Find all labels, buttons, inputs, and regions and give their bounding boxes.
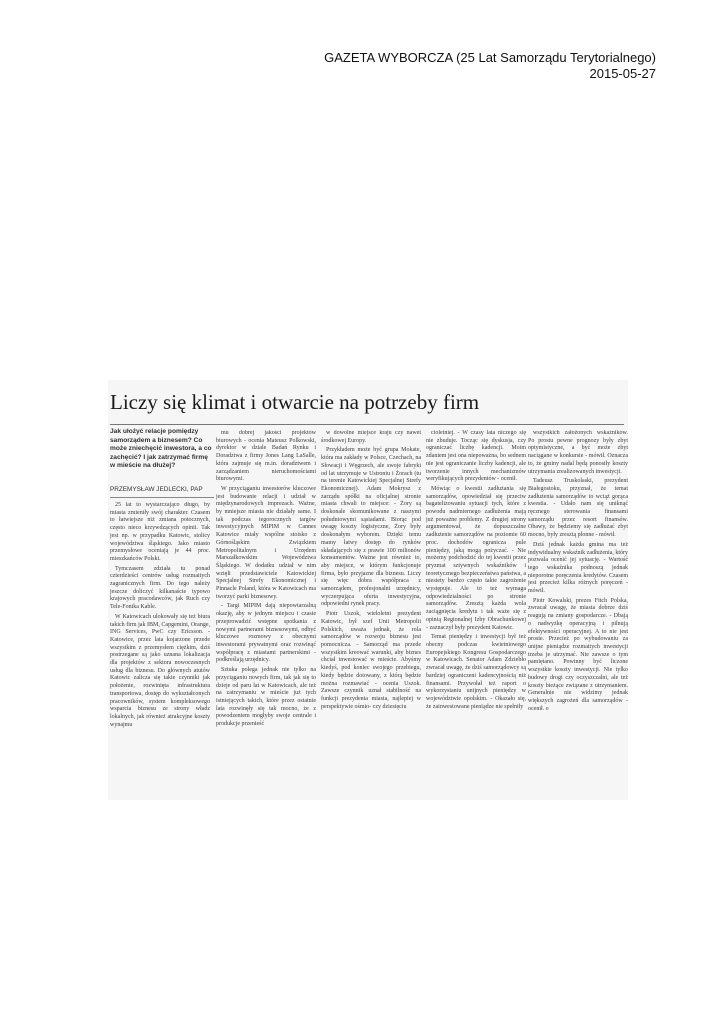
article-column-5: [528, 430, 628, 792]
column-paragraph: Tymczasem zdziała tu ponad czterdzieści centrów usług rozmaitych zagranicznych firm. Do tego należy jeszcze doliczyć kilkanaście typowo krajowych pracodawców, jak Ruch czy Tele-Fonika Kable.: [110, 565, 210, 611]
column-paragraph: W Katowicach ulokowały się też biura takich firm jak IBM, Capgemini, Orange, ING Services, PwC czy Ericsson. - Katowice, przez lata kojarzone przede wszystkim z przemysłem ciężkim, dziś postrzegane są jako uznana lokalizacja dla projektów z sektora nowoczesnych usług dla biznesu. Do głównych atutów Katowic zalicza się takie czynniki jak położenie, rozwinięta infrastruktura transportowa, dostęp do wykształconych pracowników, system kompleksowego wsparcia biznesu ze strony władz lokalnych, jak również atrakcyjne koszty wynajmu: [110, 613, 210, 728]
article-lead: Jak ułożyć relacje pomiędzy samorządem a biznesem? Co może zniechęcić inwestora, a co zachęcić? I jak zatrzymać firmę w mieście na dłużej?: [110, 428, 212, 470]
column-paragraph: mu dobrej jakości projektów biurowych - ocenia Mateusz Polkowski, dyrektor w dziale Badań Rynku i Doradztwa z firmy Jones Lang LaSalle, która zajmuje się m.in. doradztwem i zarządzaniem nieruchomościami biurowymi.: [216, 430, 316, 483]
column-paragraph: 25 lat to wystarczająco długo, by miasta zmieniły swój charakter. Czasem to łatwiejsze niż zmiana potocznych, często nieco krzywdzących opinii. Tak jest np. w przypadku Katowic, stolicy województwa śląskiego. Jako miasto przemysłowe oceniają je 44 proc. mieszkańców Polski.: [110, 502, 210, 562]
column-paragraph: Piotr Uszok, wieloletni prezydent Katowic, był szef Unii Metropolii Polskich, uważa jednak, że rola samorządów w rozwoju biznesu jest pomocnicza. - Samorząd ma przede wszystkim kreować warunki, aby biznes chciał inwestować w mieście. Abyśmy kiedyś, pod koniec swojego przebiegu, kiedy będzie dotowany, z którą będzie można rozmawiać - ocenia Uszok. Zawsze czynnik uznał stabilność na funkcji prezydenta miasta, najlepiej w perspektywie ośmio- czy dziesięciu: [321, 611, 421, 710]
article-column-4: [426, 430, 526, 792]
publication-name: GAZETA WYBORCZA (25 Lat Samorządu Terytorialnego): [324, 50, 656, 65]
article-column-2: [216, 430, 316, 792]
column-paragraph: Mówiąc o kwestii zadłużania się samorządów, opowiedział się przeciw bagatelizowaniu sytuacji tych, które z powodu nadmiernego zadłużenia mają już poważne problemy. Z drugiej strony argumentował, że dopuszczalne zadłużenie samorządów na poziomie 60 proc. dochodów ogranicza pule pieniędzy, jaką mogą pożyczać. - Nie możemy podchodzić do tej kwestii przez pryzmat sztywnych wskaźników i teoretycznego bezpieczeństwa państwa, a niestety bardzo często takie zagrożenie występuje. Ale to też wymaga odpowiedzialności po stronie samorządów. Zresztą każda wola zaciągnięcia kredytu i tak waże się z opinią Regionalnej Izby Obrachunkowej - zaznaczył były prezydent Katowic.: [426, 485, 526, 631]
column-paragraph: Sztuka polega jednak nie tylko na przyciąganiu nowych firm, tak jak się to dzieje od paru lat w Katowicach, ale też na zatrzymaniu w mieście już tych istniejących takich, które przez ostatnie lata rozwinęły się tak mocno, że z powodzeniem mogłyby swoje centrale i produkcje przenieść: [216, 667, 316, 728]
column-paragraph: Tadeusz Truskolaski, prezydent Białegostoku, przyznał, że temat zadłużenia samorządów to wciąż gorąca kwestia. - Udało nam się uniknąć ręcznego sterowania finansami samorządu przez resort finansów. Obawy, że będziemy się zadłużać zbyt mocno, były zresztą płonne - mówił.: [528, 478, 628, 539]
column-paragraph: wszystkich założonych wskaźników. Po prostu pewne prognozy były zbyt optymistyczne, a być może zbyt naciągane w konkursie - mówił. Oznacza to, że gminy nadal będą ponosiły koszty utrzymania zrealizowanych inwestycji.: [528, 430, 628, 475]
article-column-1: [110, 502, 210, 792]
author-divider: [110, 497, 214, 498]
article-author: PRZEMYSŁAW JEDLECKI, PAP: [110, 486, 203, 493]
column-paragraph: Piotr Kowalski, prezes Fitch Polska, zwracał uwagę, że miasta dobrze dziś reagują na zmiany gospodarcze. - Dbają o nadwyżkę operacyjną i pilnują efektywności operacyjnej. A to nie jest proste. Przecież po wybudowaniu za unijne pieniądze rozmaitych inwestycji trzeba je utrzymać. Nie zawsze o tym pamiętano. Powinny być liczone wszystkie koszty inwestycji. Nie tylko budowy drogi czy oczyszczalni, ale też koszty bieżące związane z utrzymaniem. Generalnie nie widzimy jednak większych zagrożeń dla samorządów - ocenił. o: [528, 597, 628, 712]
column-paragraph: Temat pieniędzy i inwestycji był też obecny podczas kwietniowego Europejskiego Kongresu Gospodarczego w Katowicach. Senator Adam Zdziebło zwracał uwagę, że dziś samorządowcy są bardziej ograniczeni kadencyjnością niż finansami. Przywołał też raport o wykorzystaniu unijnych pieniędzy w województwie opolskim. - Okazało się, że zainwestowane pieniądze nie spełniły: [426, 634, 526, 710]
source-header: [324, 50, 656, 82]
column-paragraph: w dowolne miejsce kraju czy nawet środkowej Europy.: [321, 430, 421, 444]
publication-date: 2015-05-27: [589, 66, 656, 81]
column-paragraph: - Targi MIPIM dają niepowtarzalną okazję, aby w jednym miejscu i czasie przeprowadzić wstępne spotkania z nowymi partnerami biznesowymi, odbyć kluczowe rozmowy z obecnymi inwestorami prywatnymi oraz rozwinąć współpracę z miastami partnerskimi - podkreślają urzędnicy.: [216, 603, 316, 664]
newspaper-clipping: [108, 380, 628, 800]
column-paragraph: W przyciąganiu inwestorów kluczowe jest budowanie relacji i udział w międzynarodowych imprezach. Ważne, by mniejsze miasta nie działały same. I tak podczas tegorocznych targów inwestycyjnych MIPIM w Cannes Katowice miały wspólne stoisko z Górnośląskim Związkiem Metropolitalnym i Urzędem Marszałkowskim Województwa Śląskiego. W dodatku udział w nim wzięli przedstawiciele Katowickiej Specjalnej Strefy Ekonomicznej i Pinnacle Poland, która w Katowicach ma tworzyć parki biznesowy.: [216, 485, 316, 600]
article-column-3: [321, 430, 421, 792]
column-paragraph: Dziś jednak każda gmina ma też indywidualny wskaźnik zadłużenia, który pozwala ocenić jej sytuację. - Wartość tego wskaźnika podnoszą jednak nieporotne poręczenia kredytów. Czasem jest przecież kilka różnych poręczeń - mówił.: [528, 541, 628, 595]
column-paragraph: Przykładem może być grupa Mokate, która ma zakłady w Polsce, Czechach, na Słowacji i Węgrzech, ale swoje fabryki od lat utrzymuje w Ustroniu i Żorach (tu na terenie Katowickiej Specjalnej Strefy Ekonomicznej). Adam Mokrysz z zarządu spółki na oficjalnej stronie miasta chwali to miejsce: - Żory są doskonale skomunikowane z naszymi południowymi sąsiadami. Biorąc pod uwagę koszty logistyczne, Żory były doskonałym wyborem. Dzięki temu mamy łatwy dostęp do rynków składających się z prawie 100 milionów konsumentów. Ważne jest również to, aby miejsce, w którym funkcjonuje firma, było przyjazne dla biznesu. Liczy się więc dobra współpraca z samorządem, profesjonalni urzędnicy, wyczerpująca oferta inwestycyjna, odpowiedni rynek pracy.: [321, 447, 421, 608]
article-headline: Liczy się klimat i otwarcie na potrzeby firm: [110, 390, 480, 414]
column-paragraph: cioletniej. - W czasy lata niczego się nie zbuduje. Tocząc się dyskusja, czy ograniczać liczbę kadencji. Moim zdaniem jest ona niepoważna, bo sednem nie jest ograniczanie liczby kadencji, ale tworzenie innych mechanizmów weryfikujących prezydentów - ocenił.: [426, 430, 526, 483]
headline-divider: [110, 424, 624, 425]
